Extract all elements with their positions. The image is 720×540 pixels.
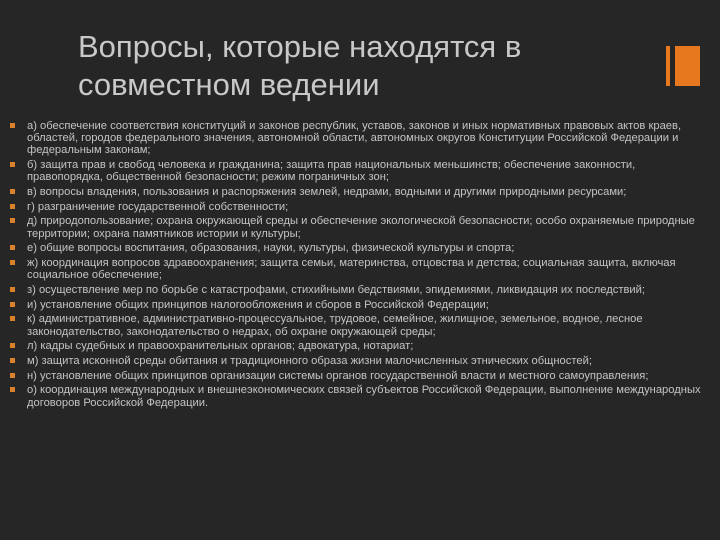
list-item-text: и) установление общих принципов налогообложения и сборов в Российской Федерации; [27,298,489,311]
list-item [8,313,712,337]
square-bullet-icon [10,123,15,128]
square-bullet-icon [10,260,15,265]
list-item [8,159,712,183]
square-bullet-icon [10,302,15,307]
accent-thin-bar [666,46,670,86]
list-item-text: к) административное, административно-процессуальное, трудовое, семейное, жилищное, земельное, водное, лесное законодательство, законодательство о недрах, об охране окружающей среды; [27,313,643,338]
square-bullet-icon [10,218,15,223]
slide-title [78,28,638,104]
list-item-text: н) установление общих принципов организации системы органов государственной власти и местного самоуправления; [27,369,649,382]
list-item-text: е) общие вопросы воспитания, образования, науки, культуры, физической культуры и спорта; [27,242,515,255]
list-item-text: м) защита исконной среды обитания и традиционного образа жизни малочисленных этнических общностей; [27,354,592,367]
square-bullet-icon [10,387,15,392]
list-item-text: д) природопользование; охрана окружающей среды и обеспечение экологической безопасности; особо охраняемые природные территории; охрана памятников истории и культуры; [27,215,695,240]
square-bullet-icon [10,287,15,292]
list-item [8,370,712,382]
list-item-text: л) кадры судебных и правоохранительных органов; адвокатура, нотариат; [27,340,414,353]
list-item [8,284,712,296]
square-bullet-icon [10,245,15,250]
square-bullet-icon [10,373,15,378]
accent-thick-bar [675,46,700,86]
list-item [8,215,712,239]
bullet-list [8,120,712,411]
list-item-text: г) разграничение государственной собственности; [27,200,289,213]
slide-title-line-2: совместном ведении [78,67,380,102]
square-bullet-icon [10,162,15,167]
list-item [8,355,712,367]
list-item [8,340,712,352]
list-item-text: в) вопросы владения, пользования и распоряжения землей, недрами, водными и другими природными ресурсами; [27,186,627,199]
list-item [8,299,712,311]
accent-bars-decoration [666,46,700,86]
list-item [8,257,712,281]
square-bullet-icon [10,358,15,363]
square-bullet-icon [10,204,15,209]
list-item [8,120,712,157]
list-item [8,242,712,254]
list-item-text: а) обеспечение соответствия конституций и законов республик, уставов, законов и иных нормативных правовых актов краев, областей, городов федерального значения, автономной области, автономных округов Конституции Российской Федерации и федеральным законам; [27,120,682,157]
square-bullet-icon [10,343,15,348]
square-bullet-icon [10,189,15,194]
list-item-text: ж) координация вопросов здравоохранения; защита семьи, материнства, отцовства и детства; социальная защита, включая социальное обеспечение; [27,257,676,282]
list-item [8,384,712,408]
list-item [8,201,712,213]
list-item-text: б) защита прав и свобод человека и гражданина; защита прав национальных меньшинств; обеспечение законности, правопорядка, общественной безопасности; режим пограничных зон; [27,159,636,184]
square-bullet-icon [10,316,15,321]
list-item [8,186,712,198]
list-item-text: з) осуществление мер по борьбе с катастрофами, стихийными бедствиями, эпидемиями, ликвидация их последствий; [27,283,646,296]
list-item-text: о) координация международных и внешнеэкономических связей субъектов Российской Федерации, выполнение международных договоров Российской Федерации. [27,384,701,409]
slide-title-line-1: Вопросы, которые находятся в [78,29,522,64]
